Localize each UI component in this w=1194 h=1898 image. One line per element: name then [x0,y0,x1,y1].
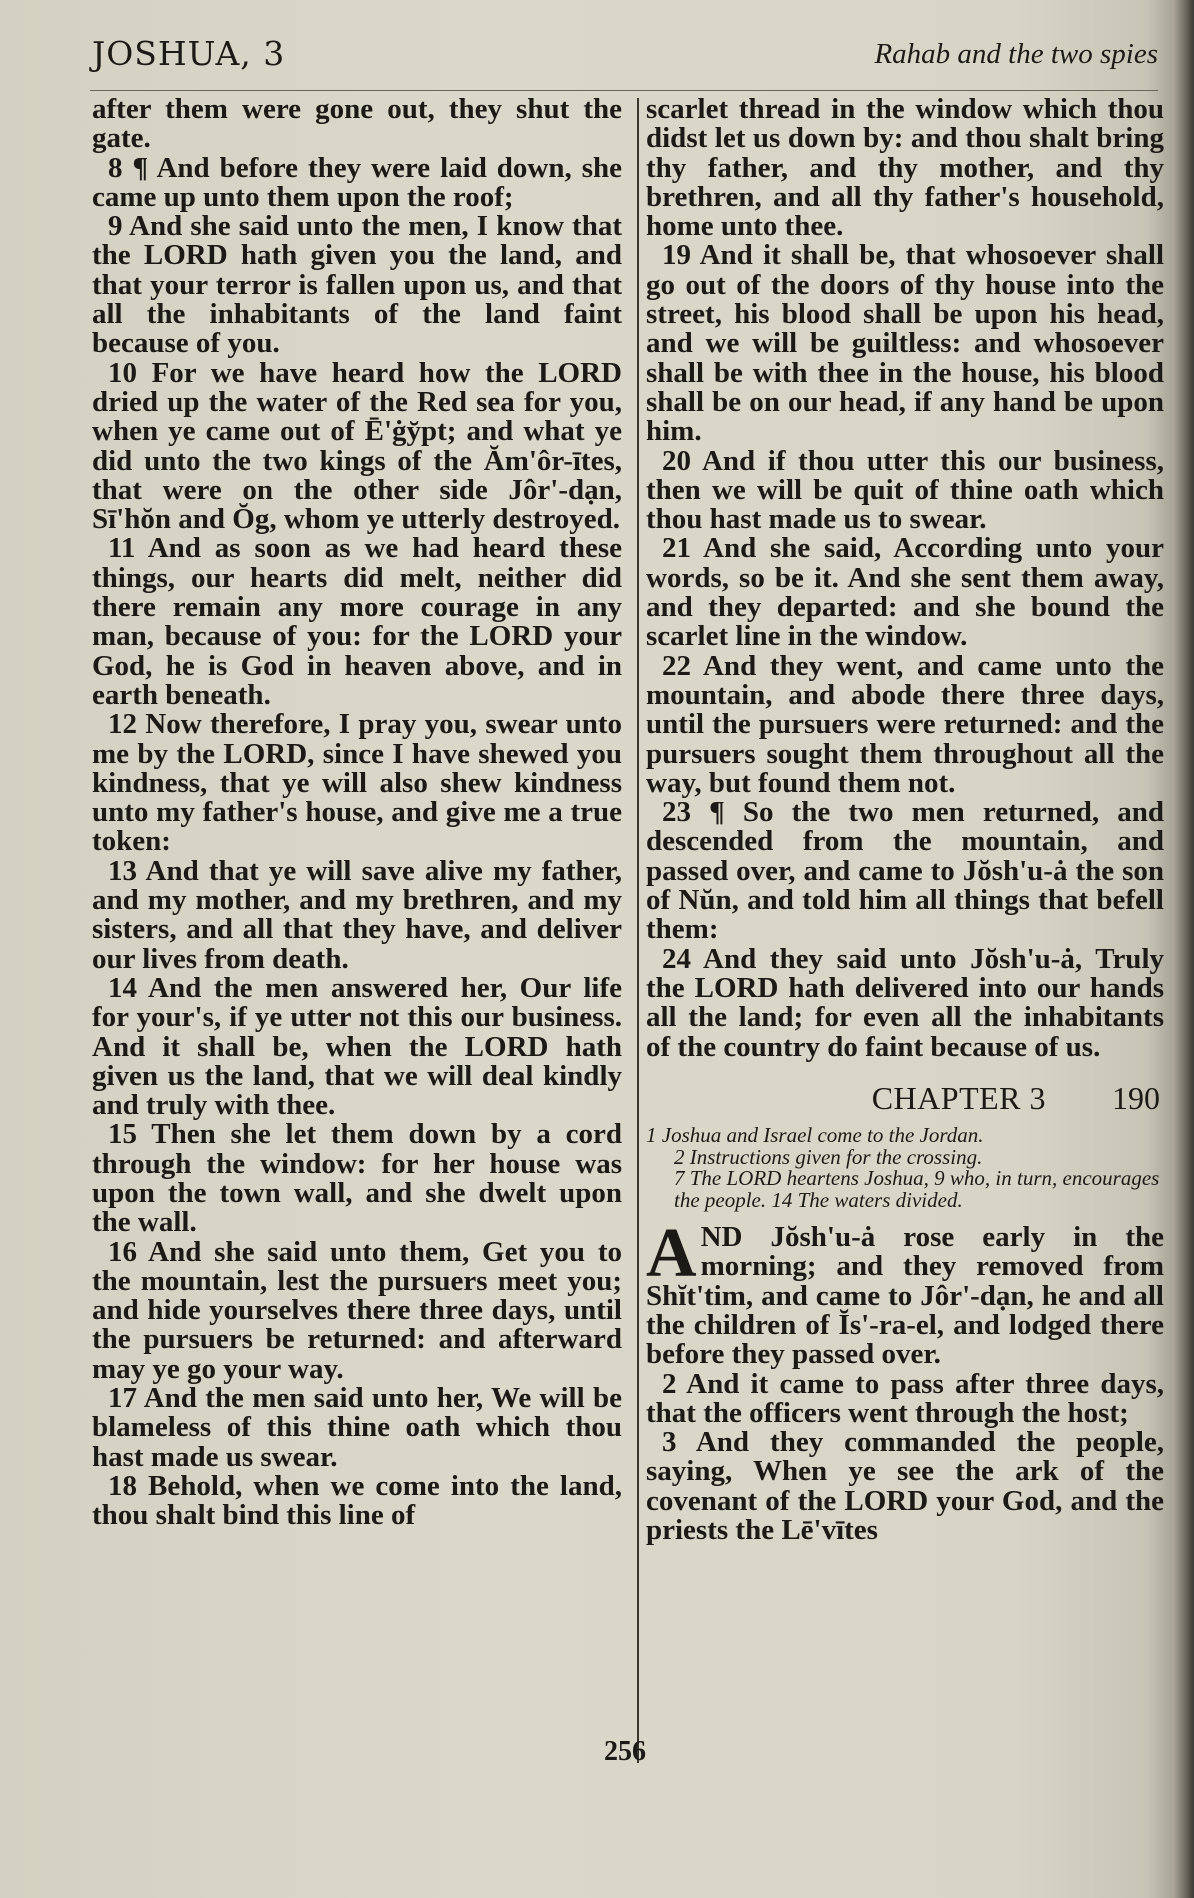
drop-cap: A [646,1215,697,1293]
chapter-heading [646,1079,1164,1116]
header-rule [90,90,1158,91]
chapter-summary [646,1125,1164,1211]
verse-paragraph: 20 And if thou utter this our business, then we will be quit of thine oath which thou hast made us to swear. [646,444,1164,536]
chapter-label: CHAPTER 3 [871,1079,1046,1116]
verse-paragraph: 10 For we have heard how the LORD dried up the water of the Red sea for you, when ye came out of Ē'ġy̆pt; and what ye did unto the two kings of the Ăm'ôr-ītes, that were on the other side Jôr'-dạn, Sī'hŏn and Ŏg, whom ye utterly destroyed. [92,356,622,536]
running-head-book-chapter: JOSHUA, 3 [92,34,286,73]
summary-line: 2 Instructions given for the crossing. [674,1144,983,1169]
left-column [92,95,622,1531]
verse-paragraph: 9 And she said unto the men, I know that the LORD hath given you the land, and that your terror is fallen upon us, and that all the inhabitants of the land faint because of you. [92,210,622,360]
verse-paragraph: 11 And as soon as we had heard these things, our hearts did melt, neither did there remain any more courage in any man, because of you: for the LORD your God, he is God in heaven above, and in earth beneath. [92,532,622,711]
chapter-opening-paragraph [646,1215,1164,1371]
verse-paragraph: 8 ¶ And before they were laid down, she came up unto them upon the roof; [92,151,622,213]
opening-text: ND Jŏsh'u-ȧ rose early in the morning; and they removed from Shĭt'tim, and came to Jôr'-dạn, he and all the children of Ĭs'-ra-el, and lodged there before they passed over. [646,1221,1164,1371]
verse-paragraph: 14 And the men answered her, Our life for your's, if ye utter not this our business. And it shall be, when the LORD hath given us the land, that we will deal kindly and truly with thee. [92,971,622,1122]
verse-paragraph: 13 And that ye will save alive my father, and my mother, and my brethren, and my sisters, and all that they have, and deliver our lives from death. [92,854,622,975]
column-divider [637,98,639,1763]
verse-paragraph: scarlet thread in the window which thou didst let us down by: and thou shalt bring thy father, and thy mother, and thy brethren, and all thy father's household, home unto thee. [646,93,1164,243]
chapter-number: 190 [1112,1079,1160,1116]
right-column [646,95,1164,1545]
summary-line: 1 Joshua and Israel come to the Jordan. [646,1123,984,1148]
verse-paragraph: 15 Then she let them down by a cord through the window: for her house was upon the town wall, and she dwelt upon the wall. [92,1118,622,1239]
verse-paragraph: 16 And she said unto them, Get you to the mountain, lest the pursuers meet you; and hide yourselves there three days, until the pursuers be returned: and afterward may ye go your way. [92,1235,622,1385]
summary-line: 7 The LORD heartens Joshua, 9 who, in turn, encourages the people. 14 The waters divided. [674,1166,1160,1212]
verse-paragraph: 17 And the men said unto her, We will be blameless of this thine oath which thou hast made us swear. [92,1382,622,1473]
verse-paragraph: 22 And they went, and came unto the mountain, and abode there three days, until the pursuers were returned: and the pursuers sought them throughout all the way, but found them not. [646,649,1164,799]
verse-paragraph: 12 Now therefore, I pray you, swear unto me by the LORD, since I have shewed you kindness, that ye will also shew kindness unto my father's house, and give me a true token: [92,708,622,858]
verse-paragraph: 19 And it shall be, that whosoever shall go out of the doors of thy house into the street, his blood shall be upon his head, and we will be guiltless: and whosoever shall be with thee in the house, his blood shall be on our head, if any hand be upon him. [646,239,1164,448]
page-edge [1172,0,1194,1898]
verse-paragraph: 23 ¶ So the two men returned, and descended from the mountain, and passed over, and came to Jŏsh'u-ȧ the son of Nŭn, and told him all things that befell them: [646,796,1164,946]
page-number: 256 [604,1736,646,1767]
verse-paragraph: after them were gone out, they shut the gate. [92,93,622,155]
verse-paragraph: 3 And they commanded the people, saying, When ye see the ark of the covenant of the LORD your God, and the priests the Lē'vītes [646,1426,1164,1547]
verse-paragraph: 2 And it came to pass after three days, that the officers went through the host; [646,1367,1164,1429]
running-head-title: Rahab and the two spies [874,38,1158,70]
verse-paragraph: 21 And she said, According unto your words, so be it. And she sent them away, and they departed: and she bound the scarlet line in the window. [646,532,1164,653]
verse-paragraph: 24 And they said unto Jŏsh'u-ȧ, Truly the LORD hath delivered into our hands all the land; for even all the inhabitants of the country do faint because of us. [646,942,1164,1063]
verse-paragraph: 18 Behold, when we come into the land, thou shalt bind this line of [92,1469,622,1532]
